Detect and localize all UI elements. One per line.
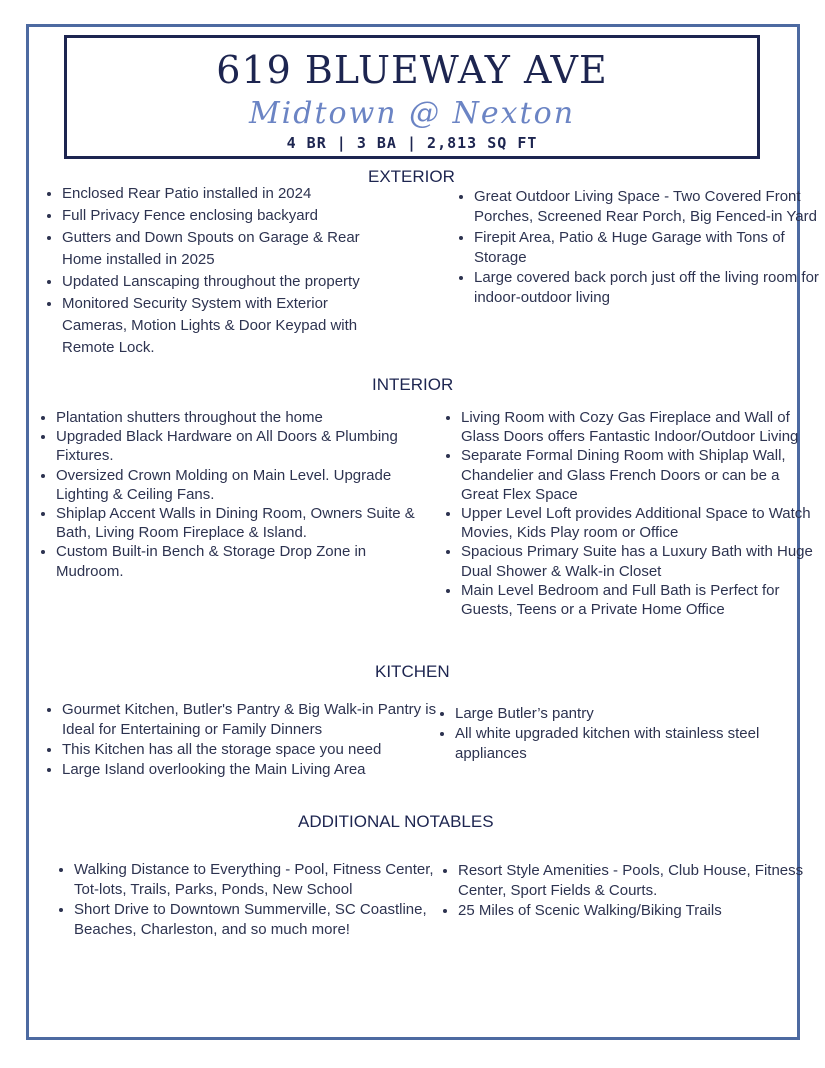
list-item: • Separate Formal Dining Room with Shiplap Wall, Chandelier and Glass French Doors or can be a Great Flex Space	[461, 446, 821, 504]
page-title: 619 BLUEWAY AVE	[216, 48, 608, 92]
additional-notables-heading: ADDITIONAL NOTABLES	[298, 812, 494, 831]
list-item: • Shiplap Accent Walls in Dining Room, Owners Suite & Bath, Living Room Fireplace & Island.	[56, 504, 426, 542]
additional-list-right	[436, 861, 808, 921]
interior-list-right	[439, 408, 821, 619]
list-item: • Great Outdoor Living Space - Two Covered Front Porches, Screened Rear Porch, Big Fenced-in Yard	[474, 187, 824, 228]
title-box	[64, 35, 760, 159]
list-item: • Short Drive to Downtown Summerville, SC Coastline, Beaches, Charleston, and so much more!	[74, 900, 434, 940]
list-item: • Large Island overlooking the Main Living Area	[62, 760, 457, 780]
additional-list-left	[52, 860, 434, 940]
list-item: • 25 Miles of Scenic Walking/Biking Trails	[458, 901, 808, 921]
neighborhood-subtitle: Midtown @ Nexton	[248, 96, 576, 131]
home-specs: 4 BR | 3 BA | 2,813 SQ FT	[286, 134, 538, 152]
exterior-list-right	[452, 187, 824, 309]
kitchen-list-left	[40, 700, 457, 780]
kitchen-list-right	[433, 704, 785, 764]
exterior-heading: EXTERIOR	[368, 167, 455, 186]
list-item: • Enclosed Rear Patio installed in 2024	[62, 183, 387, 205]
list-item: • Large covered back porch just off the living room for indoor-outdoor living	[474, 268, 824, 309]
list-item: • Walking Distance to Everything - Pool, Fitness Center, Tot-lots, Trails, Parks, Ponds, New School	[74, 860, 434, 900]
exterior-list-left	[40, 183, 387, 359]
list-item: • Custom Built-in Bench & Storage Drop Zone in Mudroom.	[56, 542, 426, 580]
list-item: • Monitored Security System with Exterior Cameras, Motion Lights & Door Keypad with Remote Lock.	[62, 293, 387, 359]
list-item: • Large Butler’s pantry	[455, 704, 785, 724]
list-item: • This Kitchen has all the storage space you need	[62, 740, 457, 760]
list-item: • Resort Style Amenities - Pools, Club House, Fitness Center, Sport Fields & Courts.	[458, 861, 808, 901]
kitchen-heading: KITCHEN	[375, 662, 450, 681]
list-item: • All white upgraded kitchen with stainless steel appliances	[455, 724, 785, 764]
list-item: • Updated Lanscaping throughout the property	[62, 271, 387, 293]
list-item: • Spacious Primary Suite has a Luxury Bath with Huge Dual Shower & Walk-in Closet	[461, 542, 821, 580]
list-item: • Main Level Bedroom and Full Bath is Perfect for Guests, Teens or a Private Home Office	[461, 581, 821, 619]
list-item: • Oversized Crown Molding on Main Level. Upgrade Lighting & Ceiling Fans.	[56, 466, 426, 504]
list-item: • Plantation shutters throughout the home	[56, 408, 426, 427]
list-item: • Living Room with Cozy Gas Fireplace and Wall of Glass Doors offers Fantastic Indoor/Outdoor Living	[461, 408, 821, 446]
list-item: • Gourmet Kitchen, Butler's Pantry & Big Walk-in Pantry is Ideal for Entertaining or Family Dinners	[62, 700, 457, 740]
interior-heading: INTERIOR	[372, 375, 454, 394]
list-item: • Upgraded Black Hardware on All Doors & Plumbing Fixtures.	[56, 427, 426, 465]
list-item: • Full Privacy Fence enclosing backyard	[62, 205, 387, 227]
list-item: • Upper Level Loft provides Additional Space to Watch Movies, Kids Play room or Office	[461, 504, 821, 542]
list-item: • Firepit Area, Patio & Huge Garage with Tons of Storage	[474, 228, 824, 269]
interior-list-left	[34, 408, 426, 581]
list-item: • Gutters and Down Spouts on Garage & Rear Home installed in 2025	[62, 227, 387, 271]
